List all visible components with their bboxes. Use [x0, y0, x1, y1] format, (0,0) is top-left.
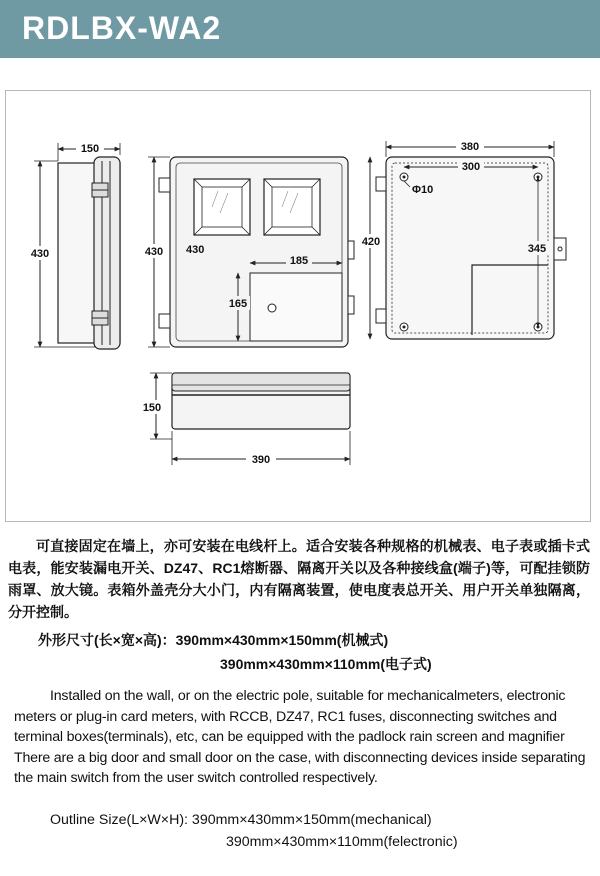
front-bracket-bottom: [159, 314, 170, 328]
front-inner-label: 430: [186, 244, 205, 256]
meter-window-right: [264, 179, 320, 235]
chinese-description: 可直接固定在墙上，亦可安装在电线杆上。适合安装各种规格的机械表、电子表或插卡式电表，能安装漏电开关、DZ47、RC1熔断器、隔离开关以及各种接线盒(端子)等，可配挂锁防雨罩、放大镜。表箱外盖壳分大小门，内有隔离装置，使电度表总开关、用户开关单独隔离，分开控制。: [8, 538, 590, 620]
top-depth-label: 150: [142, 402, 162, 414]
chinese-size-electronic: 390mm×430mm×110mm(电子式): [220, 656, 432, 672]
chinese-size-mechanical: 外形尺寸(长×宽×高)：390mm×430mm×150mm(机械式): [38, 632, 389, 648]
small-door: [250, 273, 342, 341]
back-inner-height-label: 345: [527, 243, 547, 255]
small-door-height-label: 165: [228, 298, 248, 310]
side-width-label: 150: [80, 143, 100, 155]
product-title: RDLBX-WA2: [22, 10, 222, 46]
top-width-label: 390: [251, 454, 271, 466]
side-height-label: 430: [30, 248, 50, 260]
technical-drawing: [5, 90, 591, 522]
english-size-mechanical: Outline Size(L×W×H): 390mm×430mm×150mm(mechanical): [50, 812, 432, 828]
meter-window-left: [194, 179, 250, 235]
back-view: [358, 139, 566, 339]
front-view: [140, 157, 354, 347]
header-banner: [0, 0, 600, 58]
top-view: [140, 373, 350, 466]
english-description: Installed on the wall, or on the electric pole, suitable for mechanicalmeters, electronic meters or plug-in card meters, with RCCB, DZ47, RC1 fuses, disconnecting switches and terminal boxes(terminals), etc, can be equipped with the padlock rain screen and magnifier There are a big door and small door on the case, with disconnecting devices inside separating the main switch from the user switch controlled respectively.: [14, 688, 586, 786]
back-width-label: 380: [460, 141, 480, 153]
back-height-label: 420: [361, 236, 381, 248]
drawing-canvas: [6, 91, 590, 521]
front-bracket-top: [159, 178, 170, 192]
hole-diameter-label: Φ10: [412, 184, 434, 196]
back-inner-width-label: 300: [461, 161, 481, 173]
side-view: [26, 141, 120, 349]
small-door-width-label: 185: [289, 255, 309, 267]
door-lock: [268, 304, 276, 312]
front-height-label: 430: [144, 246, 164, 258]
english-size-electronic: 390mm×430mm×110mm(felectronic): [226, 834, 458, 850]
